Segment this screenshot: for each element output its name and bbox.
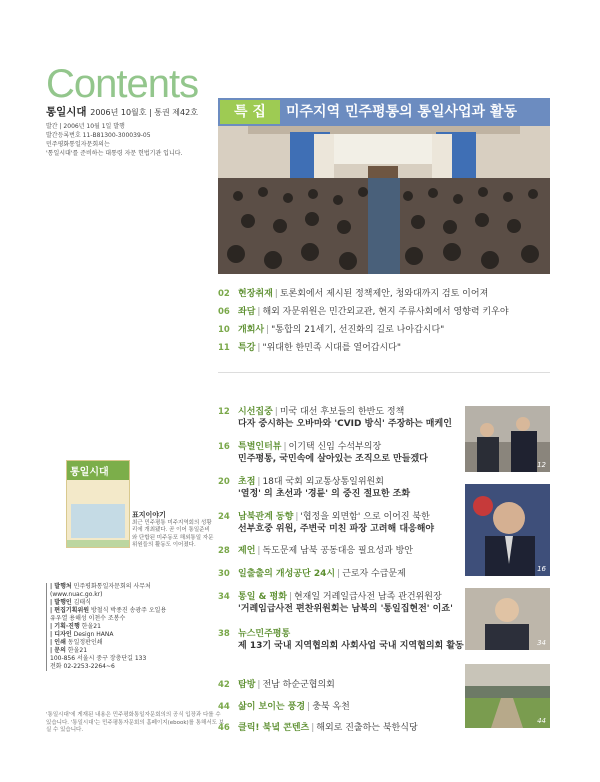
portrait-photo bbox=[465, 484, 550, 576]
toc-section: 통일 & 평화 bbox=[238, 592, 287, 602]
toc-separator: | bbox=[311, 723, 315, 733]
credit-row bbox=[50, 607, 220, 615]
toc-page: 28 bbox=[218, 546, 230, 556]
toc-subtitle: '열정' 의 초선과 '경륜' 의 중진 절묘한 조화 bbox=[238, 489, 411, 499]
toc-page: 10 bbox=[218, 325, 230, 335]
cover-caption bbox=[132, 512, 214, 550]
article-toc-item[interactable] bbox=[218, 545, 413, 557]
toc-section: 특별인터뷰 bbox=[238, 442, 282, 452]
toc-page: 24 bbox=[218, 512, 230, 522]
toc-subtitle: 제 13기 국내 지역협의회 사회사업 국내 지역협의회 활동 bbox=[238, 641, 464, 651]
toc-section: 뉴스민주평통 bbox=[238, 629, 291, 639]
toc-subtitle: '거례임급사전 편찬위원회는 남북의 '통일집현전' 이죠' bbox=[238, 604, 453, 614]
credit-value: 한울21 bbox=[67, 647, 88, 654]
photo-page-number: 34 bbox=[537, 639, 546, 647]
photo-page-number: 12 bbox=[537, 461, 546, 469]
toc-page: 06 bbox=[218, 307, 230, 317]
toc-separator: | bbox=[307, 702, 311, 712]
publication-line: 민주평화통일자문회의는 bbox=[46, 141, 110, 148]
article-toc-item[interactable] bbox=[218, 591, 453, 615]
credit-value: 전화 02-2253-2264~6 bbox=[50, 663, 115, 670]
toc-section: 탐방 bbox=[238, 680, 256, 690]
credit-value: 유우열 용해성 이천수 조봉수 bbox=[50, 615, 126, 622]
article-toc-item[interactable] bbox=[218, 701, 350, 713]
photo-page-12 bbox=[465, 406, 550, 472]
article-toc-item[interactable] bbox=[218, 476, 410, 500]
photo-page-number: 44 bbox=[537, 717, 546, 725]
credit-row bbox=[50, 647, 220, 655]
magazine-name: 통일시대 bbox=[46, 106, 87, 118]
publication-line: '통일시대'를 준비하는 대통령 자문 헌법기관 입니다. bbox=[46, 150, 183, 157]
credit-row bbox=[50, 583, 220, 591]
toc-page: 44 bbox=[218, 702, 230, 712]
section-divider bbox=[218, 372, 550, 373]
credit-value: 김태식 bbox=[73, 599, 91, 606]
credit-value: 100-856 서울시 중구 장충단길 133 bbox=[50, 655, 147, 662]
toc-separator: | bbox=[257, 680, 261, 690]
toc-section: 삶이 보이는 풍경 bbox=[238, 702, 306, 712]
feature-toc-item[interactable] bbox=[218, 342, 401, 354]
toc-title: 독도문제 남북 공동대응 필요성과 방안 bbox=[262, 546, 413, 556]
feature-tag: 특 집 bbox=[220, 100, 280, 124]
toc-separator: | bbox=[274, 289, 278, 299]
toc-separator: | bbox=[257, 546, 261, 556]
toc-title: 전남 하순군협의회 bbox=[262, 680, 335, 690]
cover-band bbox=[67, 540, 129, 548]
credit-row bbox=[50, 591, 220, 599]
toc-page: 46 bbox=[218, 723, 230, 733]
toc-page: 42 bbox=[218, 680, 230, 690]
credit-label: | 발행인 bbox=[50, 599, 72, 606]
toc-title: 미국 대선 후보들의 한반도 정책 bbox=[279, 407, 405, 417]
toc-section: 시선집중 bbox=[238, 407, 273, 417]
publication-line: 발간등록번호 11-B81300-300039-05 bbox=[46, 132, 151, 139]
article-toc-item[interactable] bbox=[218, 441, 428, 465]
toc-page: 30 bbox=[218, 569, 230, 579]
credit-value: 동일정판인쇄 bbox=[67, 639, 103, 646]
toc-subtitle: 선부흐중 위원, 주변국 미친 파장 고려해 대응해야 bbox=[238, 524, 435, 534]
credit-value: 민주평화통일자문회의 사무처 bbox=[73, 583, 151, 590]
article-toc-item[interactable] bbox=[218, 628, 464, 652]
credit-row bbox=[50, 639, 220, 647]
toc-section: 좌담 bbox=[238, 307, 256, 317]
toc-section: 클릭! 북녘 콘텐츠 bbox=[238, 723, 310, 733]
toc-section: 남북관계 동향 bbox=[238, 512, 294, 522]
toc-title: "위대한 한민족 시대를 열어갑시다" bbox=[262, 343, 402, 353]
credit-label: | 디자인 bbox=[50, 631, 72, 638]
credit-value: 방철식 박종진 송광주 오일용 bbox=[90, 607, 167, 614]
toc-separator: | bbox=[295, 512, 299, 522]
feature-toc-item[interactable] bbox=[218, 324, 444, 336]
toc-title: 이기택 신임 수석부의장 bbox=[288, 442, 382, 452]
toc-page: 34 bbox=[218, 592, 230, 602]
conference-hall-image bbox=[218, 126, 550, 274]
toc-separator: | bbox=[274, 407, 278, 417]
toc-title: "통합의 21세기, 선진화의 길로 나아갑시다" bbox=[271, 325, 445, 335]
magazine-issue-line bbox=[46, 104, 198, 119]
cover-caption-text: 최근 민주평통 미주지역회의 성황리에 개최됐다. 곧 이어 통일준비와 단합된 미주동포 해외통일 자문위원들의 활동도 이어졌다. bbox=[132, 519, 214, 548]
cover-caption-title: 표지이야기 bbox=[132, 511, 166, 519]
toc-section: 개회사 bbox=[238, 325, 265, 335]
feature-title: 미주지역 민주평통의 통일사업과 활동 bbox=[286, 104, 518, 120]
toc-section: 현장취재 bbox=[238, 289, 273, 299]
toc-page: 12 bbox=[218, 407, 230, 417]
toc-title: '협정을 외면함' 으로 이어진 북한 bbox=[300, 512, 430, 522]
toc-separator: | bbox=[283, 442, 287, 452]
feature-photo bbox=[218, 126, 550, 274]
toc-title: 해외 자문위원은 민간외교관, 현지 주류사회에서 영향력 키우야 bbox=[262, 307, 509, 317]
toc-page: 02 bbox=[218, 289, 230, 299]
publication-line: 발간 | 2006년 10월 1일 발행 bbox=[46, 123, 125, 130]
cover-map-image bbox=[71, 504, 125, 538]
article-toc-item[interactable] bbox=[218, 679, 335, 691]
photo-page-34 bbox=[465, 588, 550, 650]
toc-section: 초점 bbox=[238, 477, 256, 487]
toc-separator: | bbox=[257, 477, 261, 487]
toc-subtitle: 다자 중시하는 오바마와 'CVID 방식' 주장하는 매케인 bbox=[238, 419, 452, 429]
credit-label: | 발행처 bbox=[50, 583, 72, 590]
toc-title: 토론회에서 제시된 정책제안, 청와대까지 검토 이어져 bbox=[279, 289, 489, 299]
copyright-notice: '통일시대'에 게재된 내용은 민주평화통일자문회의의 공식 입장과 다를 수 있습니다. '통일시대'는 민주평통자문회의 홈페이지(ebook)를 통해서도 보실 수 있습니다. bbox=[46, 712, 225, 733]
toc-separator: | bbox=[257, 307, 261, 317]
article-toc-item[interactable] bbox=[218, 568, 406, 580]
credit-value: Design HANA bbox=[73, 631, 114, 638]
feature-toc-item[interactable] bbox=[218, 306, 509, 318]
toc-title: 근로자 수급문제 bbox=[342, 569, 406, 579]
toc-page: 38 bbox=[218, 629, 230, 639]
toc-title: 현재일 거례일급사전 남족 관건위원장 bbox=[293, 592, 442, 602]
cover-masthead: 통일시대 bbox=[67, 461, 129, 480]
contents-title: Contents bbox=[46, 62, 199, 106]
toc-separator: | bbox=[257, 343, 261, 353]
credit-value: (www.nuac.go.kr) bbox=[50, 591, 103, 598]
photo-page-16 bbox=[465, 484, 550, 576]
credit-value: 한울21 bbox=[81, 623, 101, 630]
cover-thumbnail[interactable] bbox=[66, 460, 130, 548]
toc-section: 특강 bbox=[238, 343, 256, 353]
toc-title: 해외로 진출하는 북한식당 bbox=[316, 723, 418, 733]
article-toc-item[interactable] bbox=[218, 406, 452, 430]
feature-toc-item[interactable] bbox=[218, 288, 488, 300]
toc-page: 16 bbox=[218, 442, 230, 452]
toc-title: 18대 국회 외교통상통일위원회 bbox=[262, 477, 384, 487]
credit-row bbox=[50, 655, 220, 663]
credit-label: | 기획·진행 bbox=[50, 623, 80, 630]
credit-row bbox=[50, 615, 220, 623]
credit-label: | 인쇄 bbox=[50, 639, 66, 646]
issue-info: 2006년 10월호 | 통권 제42호 bbox=[90, 108, 198, 117]
credit-label: | 문의 bbox=[50, 647, 66, 654]
toc-separator: | bbox=[337, 569, 341, 579]
credits-block bbox=[46, 583, 220, 671]
toc-section: 일출출의 개성공단 24시 bbox=[238, 569, 336, 579]
toc-page: 20 bbox=[218, 477, 230, 487]
photo-page-number: 16 bbox=[537, 565, 546, 573]
toc-title: 충북 옥천 bbox=[312, 702, 350, 712]
publication-info bbox=[46, 122, 182, 158]
toc-page: 11 bbox=[218, 343, 230, 353]
toc-separator: | bbox=[288, 592, 292, 602]
credit-row bbox=[50, 623, 220, 631]
credit-row bbox=[50, 631, 220, 639]
credit-label: | 편집기획위원 bbox=[50, 607, 90, 614]
article-toc-item[interactable] bbox=[218, 511, 434, 535]
credit-row bbox=[50, 663, 220, 671]
article-toc-item[interactable] bbox=[218, 722, 418, 734]
toc-separator: | bbox=[266, 325, 270, 335]
credit-row bbox=[50, 599, 220, 607]
toc-section: 제언 bbox=[238, 546, 256, 556]
toc-subtitle: 민주평통, 국민속에 살아있는 조직으로 만들겠다 bbox=[238, 454, 428, 464]
photo-page-44 bbox=[465, 664, 550, 728]
